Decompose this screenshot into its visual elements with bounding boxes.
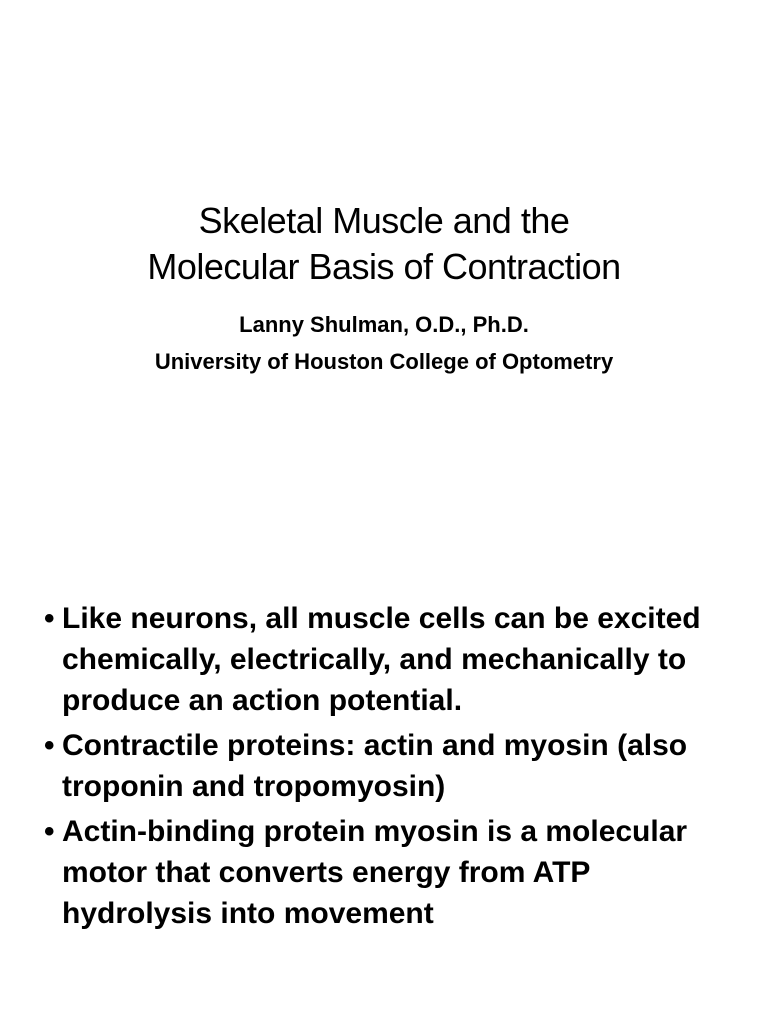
- content-slide: [0, 512, 768, 1024]
- author-affiliation: University of Houston College of Optometry: [154, 349, 614, 374]
- slide-title: [0, 198, 768, 290]
- bullet-item: [44, 725, 744, 807]
- bullet-list: [44, 598, 744, 938]
- author-name: Lanny Shulman, O.D., Ph.D.: [239, 312, 529, 337]
- bullet-item: [44, 811, 744, 934]
- slide-title-line-2: Molecular Basis of Contraction: [147, 246, 621, 287]
- bullet-text: Like neurons, all muscle cells can be excited chemically, electrically, and mechanically to produce an action potential.: [62, 602, 701, 717]
- bullet-marker: •: [44, 602, 55, 635]
- bullet-text: Actin-binding protein myosin is a molecular motor that converts energy from ATP hydrolysis into movement: [62, 815, 688, 930]
- bullet-marker: •: [44, 815, 55, 848]
- slide-subtitle: [0, 306, 768, 380]
- bullet-text: Contractile proteins: actin and myosin (also troponin and tropomyosin): [62, 729, 688, 803]
- slide-title-line-1: Skeletal Muscle and the: [198, 200, 570, 241]
- bullet-item: [44, 598, 744, 721]
- bullet-marker: •: [44, 729, 55, 762]
